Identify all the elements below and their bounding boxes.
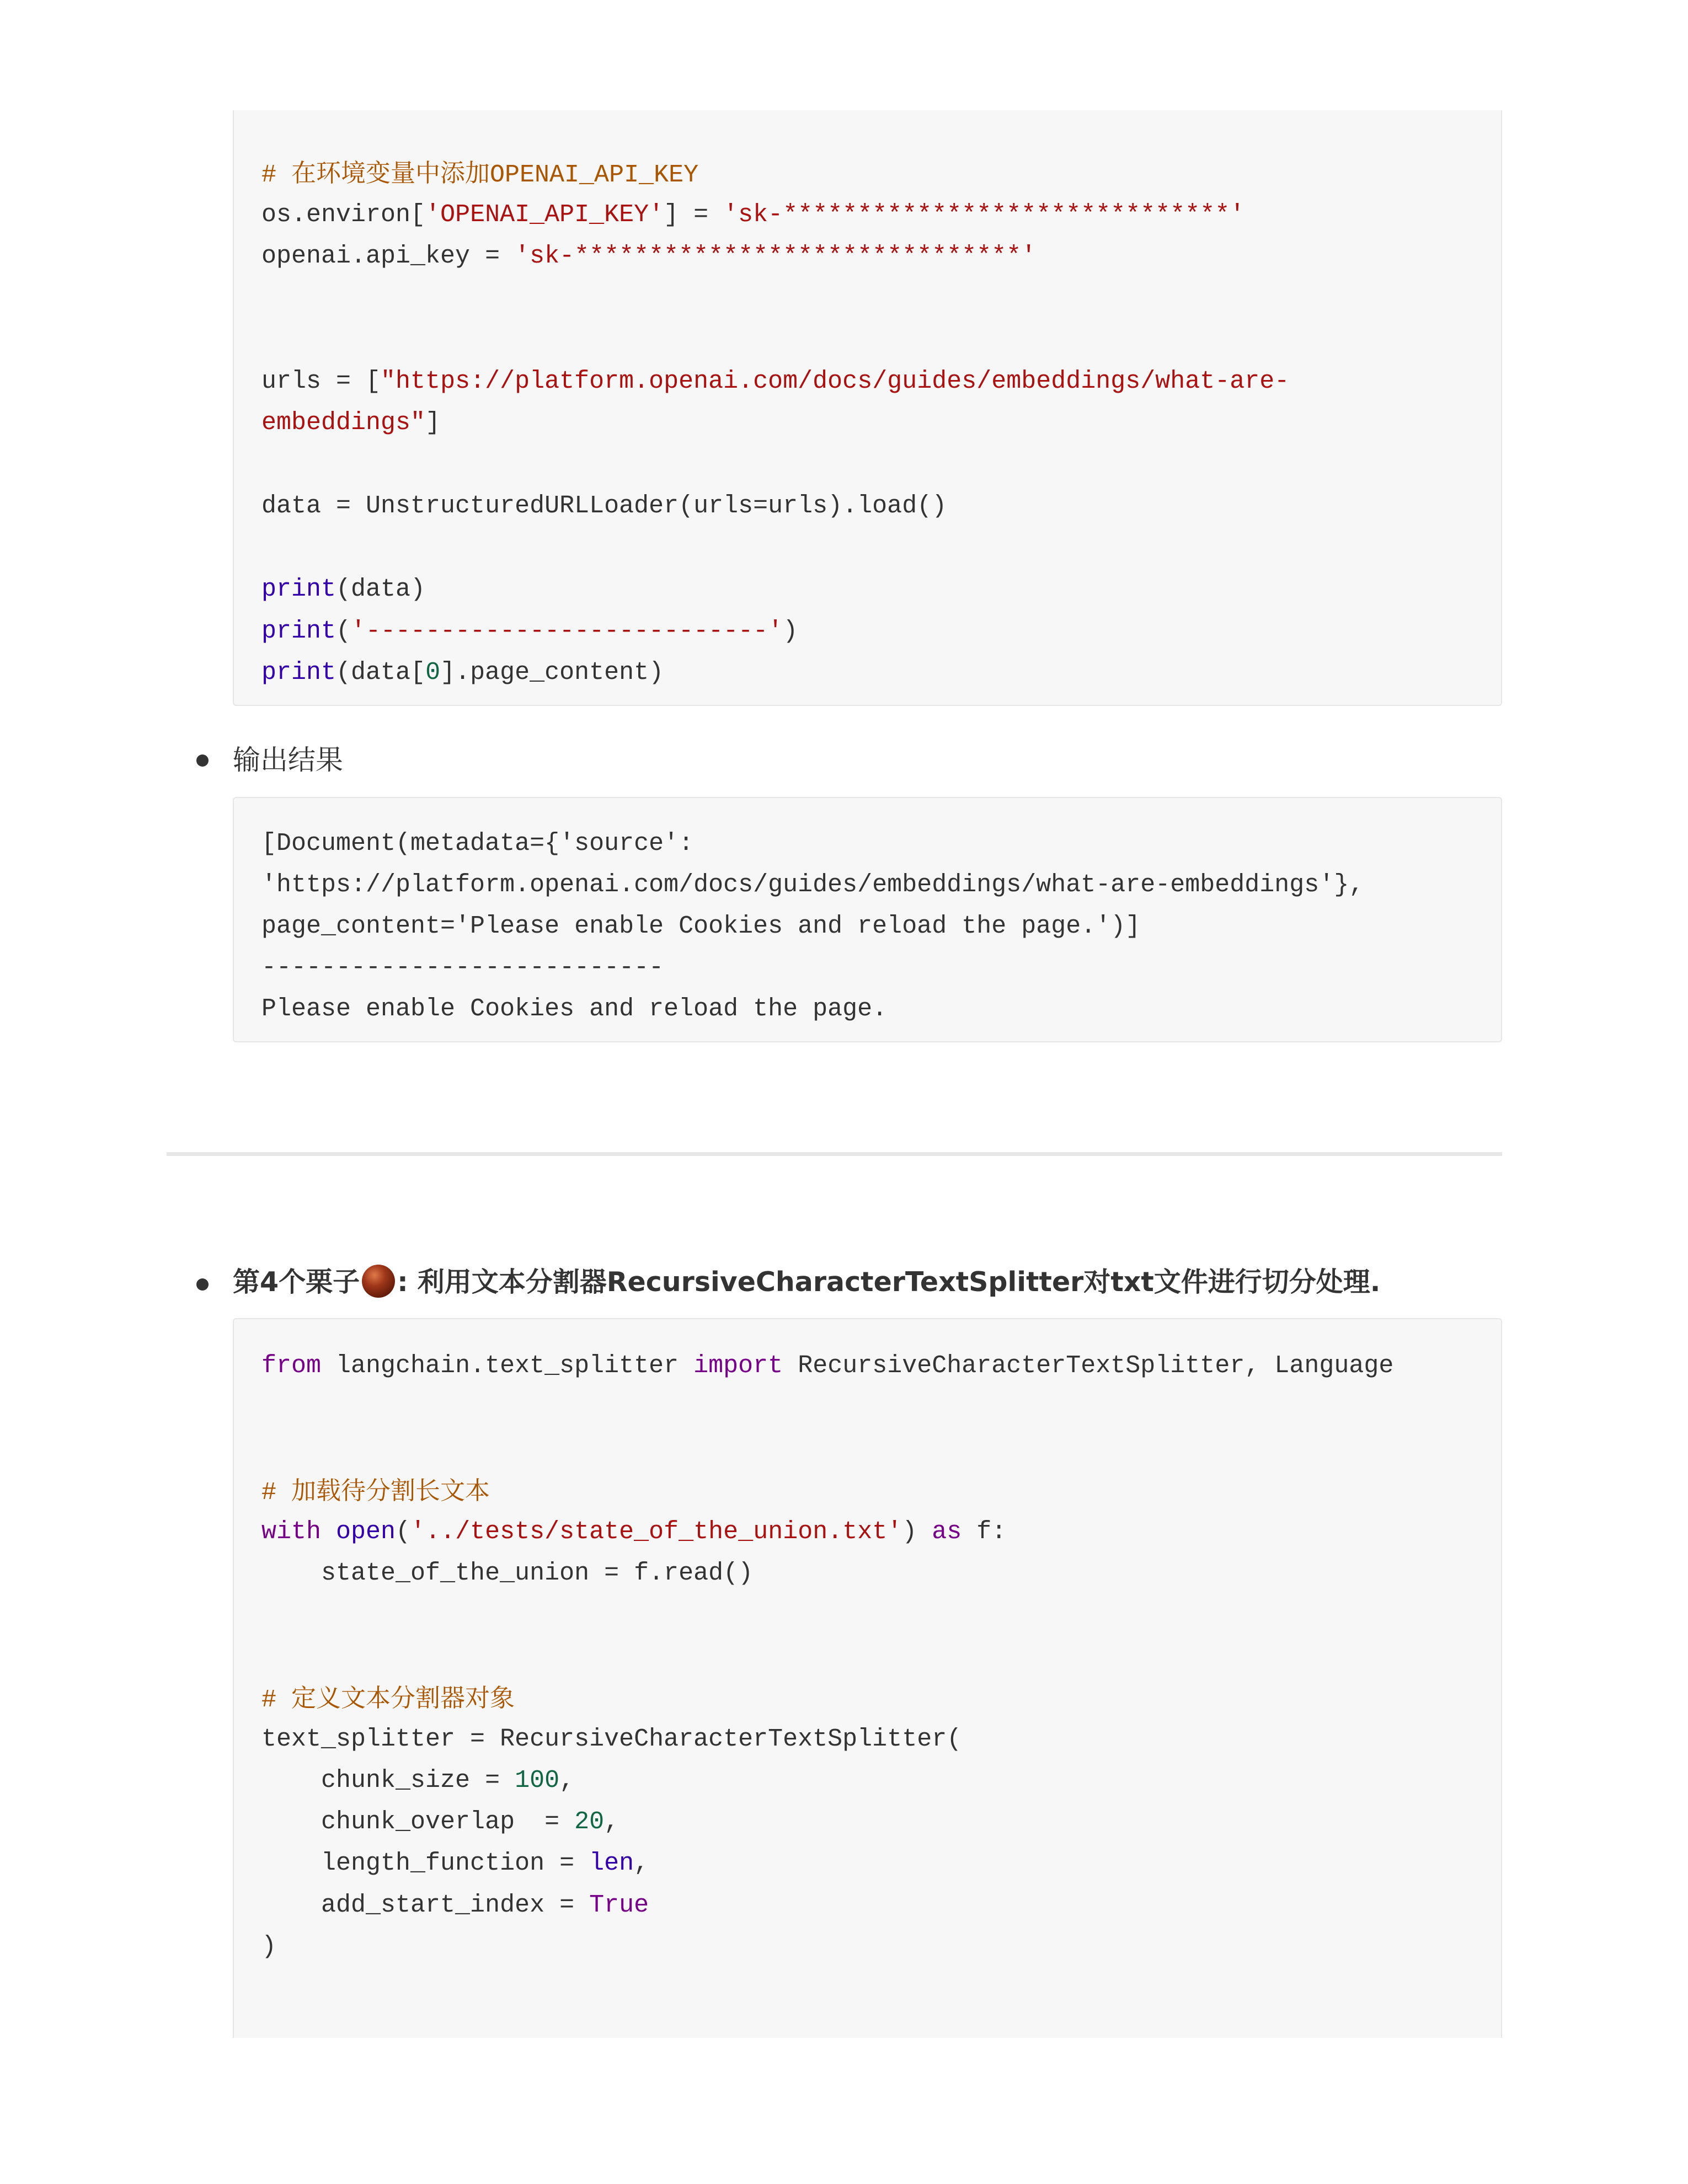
output-line: 'https://platform.openai.com/docs/guides/embeddings/what-are-embeddings'}, <box>261 871 1364 899</box>
code-token: open <box>336 1517 396 1546</box>
code-line <box>261 1760 574 1801</box>
code-line <box>261 1926 276 1967</box>
code-token: # <box>261 1478 292 1507</box>
code-token: (data) <box>336 575 426 603</box>
code-token: len <box>589 1849 634 1878</box>
code-line <box>261 1719 961 1760</box>
example-4-prefix: 第4个栗子 <box>233 1266 360 1298</box>
section-divider <box>167 1152 1502 1156</box>
bullet-dot <box>196 1278 209 1291</box>
code-line <box>261 1677 515 1719</box>
code-token: 定义文本分割器对象 <box>291 1683 515 1712</box>
code-token: embeddings" <box>261 409 426 437</box>
code-block-env-setup <box>233 110 1502 706</box>
code-token: as <box>932 1517 962 1546</box>
code-token: ] <box>425 409 441 437</box>
code-line <box>261 194 1244 235</box>
code-line <box>261 235 1036 277</box>
code-line <box>261 361 1289 402</box>
code-token: print <box>261 617 336 645</box>
code-token: ( <box>336 617 351 645</box>
code-token: # <box>261 1685 292 1714</box>
code-token: 'sk-******************************' <box>515 242 1037 270</box>
bullet-output-result: 输出结果 <box>233 744 343 776</box>
code-line <box>261 1885 649 1926</box>
code-token: 100 <box>515 1767 560 1795</box>
output-line: page_content='Please enable Cookies and reload the page.')] <box>261 912 1141 940</box>
code-token: add_start_index = <box>261 1891 590 1919</box>
code-token: state_of_the_union = f.read() <box>261 1559 754 1587</box>
code-line <box>261 1553 753 1594</box>
bullet-example-4-heading <box>233 1263 1380 1302</box>
code-line <box>261 1345 1393 1387</box>
code-line <box>261 1511 1006 1553</box>
code-token: , <box>604 1808 619 1837</box>
code-token: (data[ <box>336 659 426 687</box>
code-token: ].page_content) <box>440 659 664 687</box>
code-line <box>261 1470 490 1511</box>
code-token: with <box>261 1517 322 1546</box>
code-token: "https://platform.openai.com/docs/guides/embeddings/what-are- <box>381 367 1290 395</box>
code-token: OPENAI_API_KEY <box>490 161 699 189</box>
code-token: , <box>634 1849 649 1878</box>
code-token: RecursiveCharacterTextSplitter, Language <box>783 1352 1394 1380</box>
code-line <box>261 485 947 527</box>
code-line <box>261 402 440 443</box>
code-token: chunk_overlap = <box>261 1808 575 1837</box>
code-line <box>261 1801 619 1843</box>
code-token: '---------------------------' <box>351 617 783 645</box>
code-token: 在环境变量中添加 <box>291 158 490 188</box>
code-token: from <box>261 1352 322 1380</box>
code-token: urls = [ <box>261 367 381 395</box>
output-line: [Document(metadata={'source': <box>261 829 694 858</box>
code-token: langchain.text_splitter <box>321 1352 694 1380</box>
code-token: 20 <box>574 1808 605 1837</box>
code-token: print <box>261 575 336 603</box>
code-line <box>261 569 425 610</box>
code-token: ) <box>261 1932 277 1961</box>
code-token: data = UnstructuredURLLoader(urls=urls).load() <box>261 492 947 520</box>
code-token: text_splitter = RecursiveCharacterTextSplitter( <box>261 1725 962 1753</box>
code-token: ( <box>396 1517 411 1546</box>
code-line <box>261 1843 649 1884</box>
code-token: 'OPENAI_API_KEY' <box>425 200 664 229</box>
code-token: openai.api_key = <box>261 242 515 270</box>
bullet-dot <box>196 754 209 767</box>
code-block-output <box>233 797 1502 1042</box>
code-line <box>261 611 798 652</box>
code-token: os.environ[ <box>261 200 426 229</box>
code-token: 'sk-******************************' <box>723 200 1245 229</box>
code-token: chunk_size = <box>261 1767 515 1795</box>
code-token: print <box>261 659 336 687</box>
output-line: --------------------------- <box>261 954 664 982</box>
code-token: , <box>559 1767 575 1795</box>
code-token: True <box>589 1891 649 1919</box>
code-token: ] = <box>664 200 724 229</box>
code-token: 加载待分割长文本 <box>291 1475 490 1505</box>
code-token: # <box>261 161 292 189</box>
code-line <box>261 152 698 194</box>
code-token: '../tests/state_of_the_union.txt' <box>410 1517 902 1546</box>
code-token <box>321 1518 336 1546</box>
code-line <box>261 652 664 693</box>
chestnut-icon <box>362 1265 395 1298</box>
code-block-text-splitter <box>233 1318 1502 2038</box>
code-token: ) <box>902 1517 932 1546</box>
code-token: 0 <box>425 659 441 687</box>
code-token: import <box>693 1352 783 1380</box>
code-token: ) <box>783 617 798 645</box>
code-token: length_function = <box>261 1849 590 1878</box>
code-token: f: <box>961 1517 1007 1546</box>
example-4-description: : 利用文本分割器RecursiveCharacterTextSplitter对txt文件进行切分处理. <box>397 1266 1381 1298</box>
output-line: Please enable Cookies and reload the page. <box>261 995 888 1023</box>
